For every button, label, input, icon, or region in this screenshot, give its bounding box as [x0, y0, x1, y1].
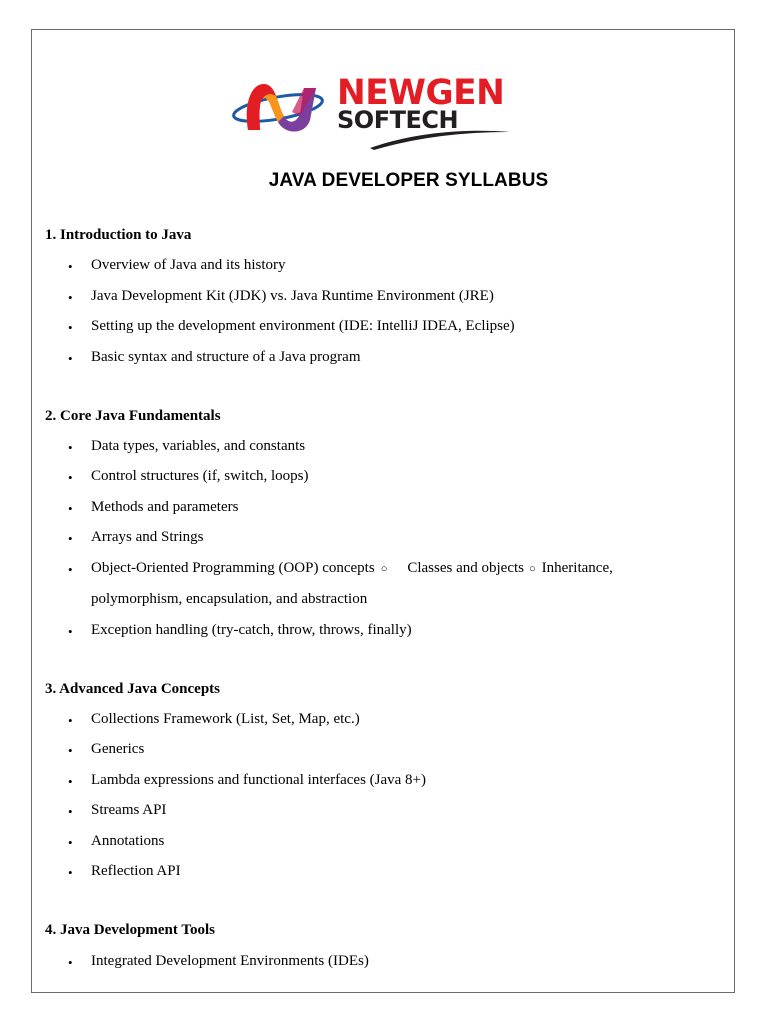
list-item: Control structures (if, switch, loops): [91, 468, 309, 484]
bullet-icon: •: [68, 865, 73, 880]
logo-text-newgen: NEWGEN: [337, 73, 505, 113]
bullet-icon: •: [68, 624, 73, 639]
list-item: Streams API: [91, 802, 167, 818]
list-item: Collections Framework (List, Set, Map, etc.): [91, 711, 360, 727]
list-item: Overview of Java and its history: [91, 257, 286, 273]
list-item: Basic syntax and structure of a Java program: [91, 349, 361, 365]
oop-sub-item: Classes and objects: [407, 560, 524, 576]
section-heading: 3. Advanced Java Concepts: [45, 681, 221, 697]
list-item: Arrays and Strings: [91, 529, 204, 545]
list-item: Integrated Development Environments (IDEs): [91, 953, 369, 969]
oop-lead: Object-Oriented Programming (OOP) concepts: [91, 560, 375, 576]
sub-bullet-icon: ○: [380, 563, 388, 575]
bullet-icon: •: [68, 804, 73, 819]
logo-text-softech: SOFTECH: [337, 106, 459, 134]
bullet-icon: •: [68, 290, 73, 305]
bullet-icon: •: [68, 774, 73, 789]
section-heading: 4. Java Development Tools: [45, 922, 216, 938]
list-item-continuation: polymorphism, encapsulation, and abstraction: [91, 591, 368, 607]
list-item: Generics: [91, 741, 145, 757]
list-item: Methods and parameters: [91, 499, 239, 515]
sub-bullet-icon: ○: [529, 563, 536, 575]
list-item: Lambda expressions and functional interfaces (Java 8+): [91, 772, 427, 788]
list-item: Reflection API: [91, 863, 181, 879]
bullet-icon: •: [68, 470, 73, 485]
list-item: Data types, variables, and constants: [91, 438, 306, 454]
bullet-icon: •: [68, 259, 73, 274]
oop-sub-item: Inheritance,: [541, 560, 613, 576]
bullet-icon: •: [68, 531, 73, 546]
bullet-icon: •: [68, 440, 73, 455]
section-heading: 1. Introduction to Java: [45, 227, 192, 243]
bullet-icon: •: [68, 713, 73, 728]
list-item: Java Development Kit (JDK) vs. Java Runtime Environment (JRE): [91, 288, 494, 304]
list-item: Setting up the development environment (IDE: IntelliJ IDEA, Eclipse): [91, 318, 515, 334]
document-title: JAVA DEVELOPER SYLLABUS: [268, 170, 549, 191]
list-item: Annotations: [91, 833, 165, 849]
bullet-icon: •: [68, 320, 73, 335]
list-item-oop: [91, 560, 613, 577]
bullet-icon: •: [68, 562, 73, 577]
bullet-icon: •: [68, 835, 73, 850]
bullet-icon: •: [68, 501, 73, 516]
list-item: Exception handling (try-catch, throw, throws, finally): [91, 622, 412, 638]
section-heading: 2. Core Java Fundamentals: [45, 408, 221, 424]
bullet-icon: •: [68, 743, 73, 758]
bullet-icon: •: [68, 955, 73, 970]
bullet-icon: •: [68, 351, 73, 366]
